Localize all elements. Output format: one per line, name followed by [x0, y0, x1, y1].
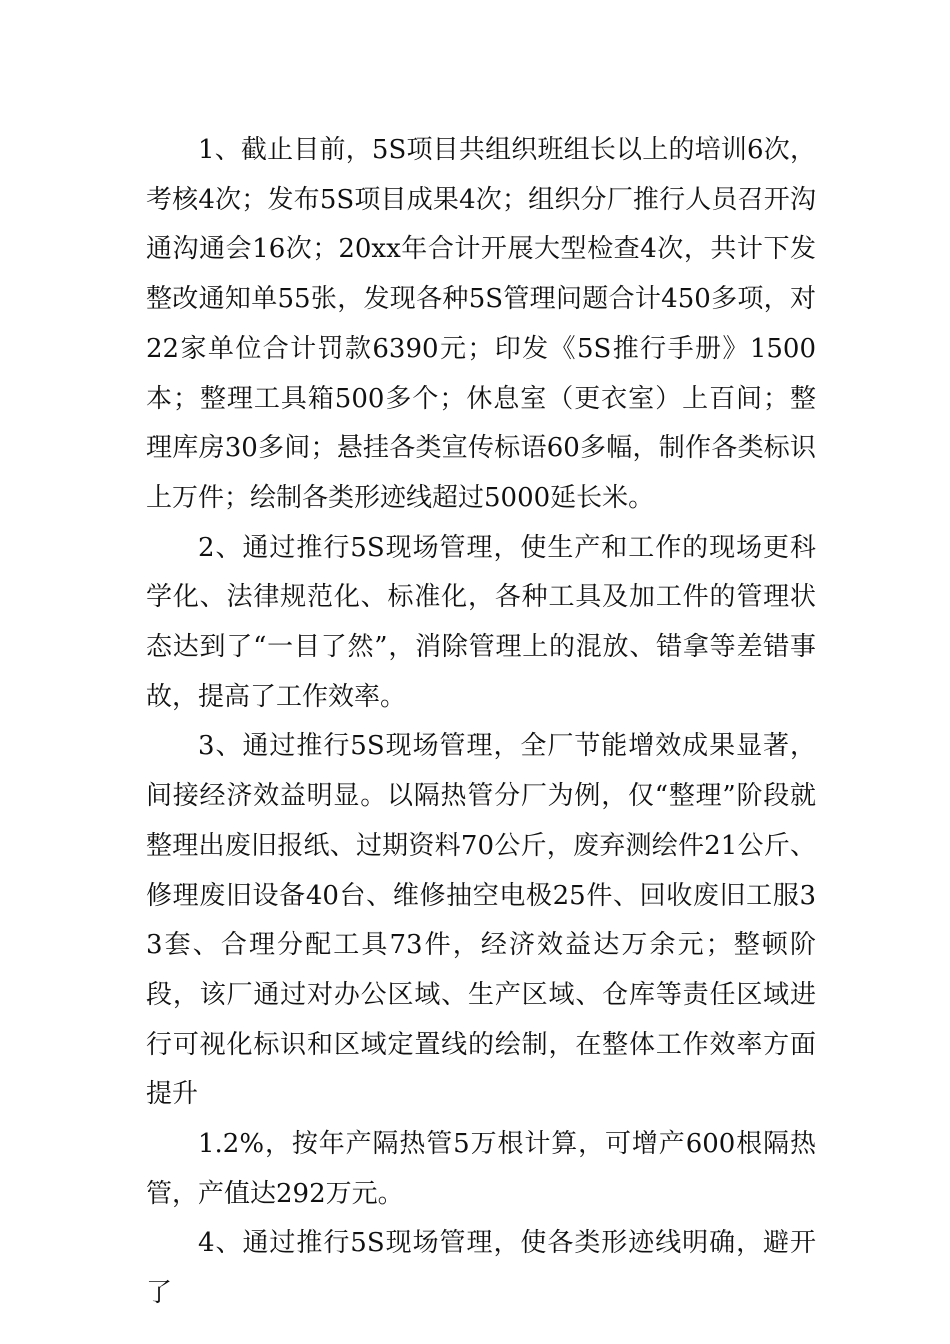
paragraph-2: 2、通过推行5S现场管理，使生产和工作的现场更科学化、法律规范化、标准化，各种工具及加工件的管理状态达到了“一目了然”，消除管理上的混放、错拿等差错事故，提高了工作效率。: [146, 532, 816, 712]
paragraph-4: 1.2%，按年产隔热管5万根计算，可增产600根隔热管，产值达292万元。: [146, 1129, 816, 1209]
paragraph-5: 4、通过推行5S现场管理，使各类形迹线明确，避开了: [146, 1228, 816, 1309]
paragraph-3: 3、通过推行5S现场管理，全厂节能增效成果显著，间接经济效益明显。以隔热管分厂为例，仅“整理”阶段就整理出废旧报纸、过期资料70公斤，废弃测绘件21公斤、修理废旧设备40台、维修抽空电极25件、回收废旧工服33套、合理分配工具73件，经济效益达万余元；整顿阶段，该厂通过对办公区域、生产区域、仓库等责任区域进行可视化标识和区域定置线的绘制，在整体工作效率方面提升: [146, 731, 816, 1110]
document-body: [146, 126, 816, 1319]
paragraph-1: 1、截止目前，5S项目共组织班组长以上的培训6次，考核4次；发布5S项目成果4次；组织分厂推行人员召开沟通沟通会16次；20xx年合计开展大型检查4次，共计下发整改通知单55张，发现各种5S管理问题合计450多项，对22家单位合计罚款6390元；印发《5S推行手册》1500本；整理工具箱500多个；休息室（更衣室）上百间；整理库房30多间；悬挂各类宣传标语60多幅，制作各类标识上万件；绘制各类形迹线超过5000延长米。: [146, 135, 816, 513]
